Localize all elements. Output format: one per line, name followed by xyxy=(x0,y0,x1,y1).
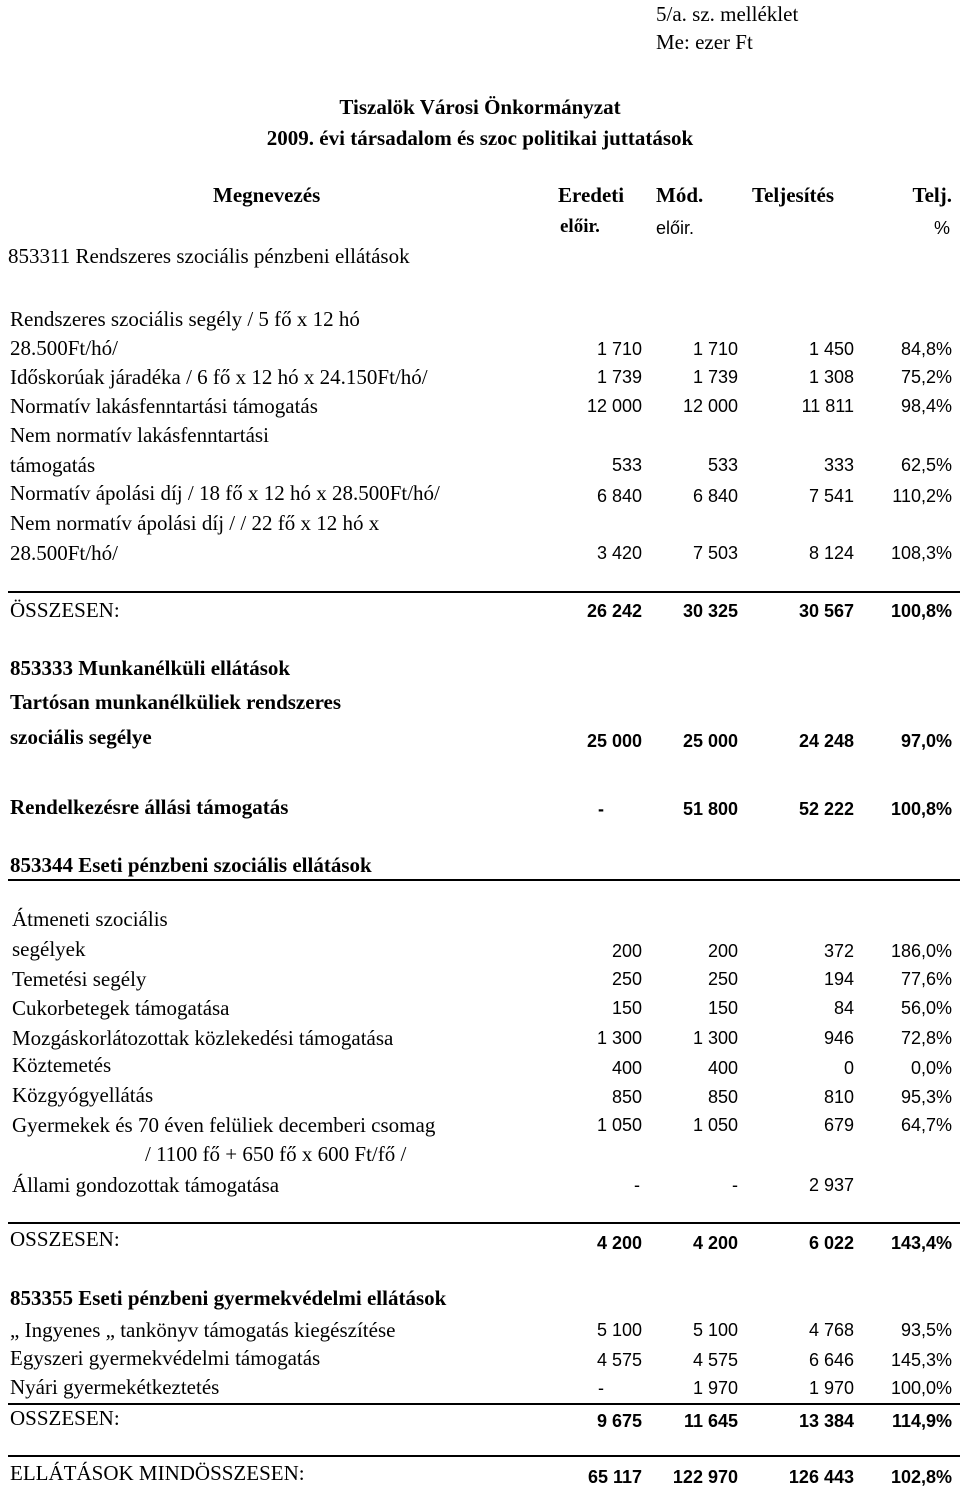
col-header-pct-2: % xyxy=(933,218,950,238)
divider xyxy=(8,1403,960,1405)
value-pct: 0,0% xyxy=(910,1058,952,1078)
total-fulfilled: 6 022 xyxy=(808,1233,854,1253)
value-original: 150 xyxy=(611,998,642,1018)
row-label: „ Ingyenes „ tankönyv támogatás kiegészítése xyxy=(10,1318,396,1342)
value-original: 1 050 xyxy=(596,1115,642,1135)
value-fulfilled: 1 970 xyxy=(808,1378,854,1398)
value-fulfilled: 11 811 xyxy=(801,396,854,416)
value-fulfilled: 7 541 xyxy=(808,486,854,506)
value-modified: 200 xyxy=(707,941,738,961)
divider xyxy=(8,591,960,593)
value-modified: 400 xyxy=(707,1058,738,1078)
value-original: 1 300 xyxy=(596,1028,642,1048)
value-modified: 850 xyxy=(707,1087,738,1107)
value-original: 200 xyxy=(611,941,642,961)
col-header-original-2: előir. xyxy=(560,216,600,237)
value-pct: 100,8% xyxy=(890,799,952,819)
col-header-modified-2: előir. xyxy=(656,218,695,238)
col-header-modified: Mód. xyxy=(656,183,704,207)
row-label: Egyszeri gyermekvédelmi támogatás xyxy=(10,1346,321,1370)
col-header-name: Megnevezés xyxy=(213,183,321,207)
total-fulfilled: 30 567 xyxy=(798,601,854,621)
row-label: Állami gondozottak támogatása xyxy=(12,1173,280,1197)
value-original: 400 xyxy=(611,1058,642,1078)
section-heading-853333: 853333 Munkanélküli ellátások xyxy=(10,656,291,680)
value-pct: 64,7% xyxy=(900,1115,952,1135)
value-modified: 1 970 xyxy=(692,1378,738,1398)
grand-total-original: 65 117 xyxy=(587,1467,642,1487)
grand-total-fulfilled: 126 443 xyxy=(788,1467,854,1487)
total-modified: 11 645 xyxy=(683,1411,738,1431)
total-fulfilled: 13 384 xyxy=(798,1411,854,1431)
value-pct: 100,0% xyxy=(890,1378,952,1398)
value-original: - xyxy=(598,799,604,819)
value-modified: 6 840 xyxy=(692,486,738,506)
value-pct: 98,4% xyxy=(900,396,952,416)
value-original: 1 739 xyxy=(596,367,642,387)
value-fulfilled: 4 768 xyxy=(808,1320,854,1340)
value-modified: 4 575 xyxy=(692,1350,738,1370)
value-fulfilled: 24 248 xyxy=(798,731,854,751)
total-modified: 4 200 xyxy=(692,1233,738,1253)
section-heading-853355: 853355 Eseti pénzbeni gyermekvédelmi ellátások xyxy=(10,1286,447,1310)
value-pct: 75,2% xyxy=(900,367,952,387)
row-label: Cukorbetegek támogatása xyxy=(12,996,230,1020)
value-fulfilled: 946 xyxy=(823,1028,854,1048)
value-pct: 56,0% xyxy=(900,998,952,1018)
value-modified: 1 050 xyxy=(692,1115,738,1135)
row-label: Időskorúak járadéka / 6 fő x 12 hó x 24.150Ft/hó/ xyxy=(10,365,428,389)
row-label: Normatív ápolási díj / 18 fő x 12 hó x 28.500Ft/hó/ xyxy=(10,481,440,505)
value-original: 1 710 xyxy=(596,339,642,359)
row-label: Átmeneti szociális xyxy=(12,907,168,931)
value-fulfilled: 1 450 xyxy=(808,339,854,359)
grand-total-label: ELLÁTÁSOK MINDÖSSZESEN: xyxy=(10,1461,305,1485)
value-modified: 5 100 xyxy=(692,1320,738,1340)
value-original: - xyxy=(634,1175,640,1195)
value-fulfilled: 372 xyxy=(823,941,854,961)
value-fulfilled: 6 646 xyxy=(808,1350,854,1370)
value-pct: 97,0% xyxy=(900,731,952,751)
value-original: 25 000 xyxy=(586,731,642,751)
value-modified: 533 xyxy=(707,455,738,475)
total-pct: 143,4% xyxy=(890,1233,952,1253)
value-pct: 95,3% xyxy=(900,1087,952,1107)
row-label-cont: 28.500Ft/hó/ xyxy=(10,541,118,565)
col-header-fulfilled: Teljesítés xyxy=(752,183,835,207)
total-label: OSSZESEN: xyxy=(10,1406,120,1430)
row-label: Nem normatív ápolási díj / / 22 fő x 12 hó x xyxy=(10,511,380,535)
value-modified: 150 xyxy=(707,998,738,1018)
row-label: Normatív lakásfenntartási támogatás xyxy=(10,394,318,418)
value-pct: 108,3% xyxy=(890,543,952,563)
row-label: Nyári gyermekétkeztetés xyxy=(10,1375,220,1399)
total-modified: 30 325 xyxy=(682,601,738,621)
value-original: 5 100 xyxy=(596,1320,642,1340)
total-original: 9 675 xyxy=(596,1411,642,1431)
value-pct: 145,3% xyxy=(890,1350,952,1370)
value-modified: 1 710 xyxy=(692,339,738,359)
total-pct: 100,8% xyxy=(890,601,952,621)
row-label: Gyermekek és 70 éven felüliek decemberi csomag xyxy=(12,1113,436,1137)
divider xyxy=(8,1222,960,1224)
row-label: Köztemetés xyxy=(12,1053,112,1077)
value-modified: 1 739 xyxy=(692,367,738,387)
value-original: 250 xyxy=(611,969,642,989)
value-fulfilled: 679 xyxy=(823,1115,854,1135)
value-pct: 62,5% xyxy=(900,455,952,475)
page-subtitle: 2009. évi társadalom és szoc politikai juttatások xyxy=(266,126,694,150)
row-label-cont: segélyek xyxy=(12,937,86,961)
annex-label: 5/a. sz. melléklet xyxy=(656,2,799,26)
total-pct: 114,9% xyxy=(891,1411,952,1431)
col-header-pct: Telj. xyxy=(912,183,952,207)
value-original: 533 xyxy=(611,455,642,475)
section-heading-853311: 853311 Rendszeres szociális pénzbeni ellátások xyxy=(8,244,410,268)
value-fulfilled: 0 xyxy=(843,1058,854,1078)
value-modified: 25 000 xyxy=(682,731,738,751)
value-original: 4 575 xyxy=(596,1350,642,1370)
row-label-cont: szociális segélye xyxy=(10,725,152,749)
row-label: Tartósan munkanélküliek rendszeres xyxy=(10,690,342,714)
row-label-cont: / 1100 fő + 650 fő x 600 Ft/fő / xyxy=(145,1142,407,1166)
value-modified: 1 300 xyxy=(692,1028,738,1048)
section-heading-853344: 853344 Eseti pénzbeni szociális ellátások xyxy=(10,853,372,877)
row-label: Temetési segély xyxy=(12,967,147,991)
value-modified: 250 xyxy=(707,969,738,989)
value-pct: 110,2% xyxy=(892,486,952,506)
row-label: Közgyógyellátás xyxy=(12,1083,154,1107)
value-original: 3 420 xyxy=(596,543,642,563)
value-modified: 51 800 xyxy=(682,799,738,819)
divider xyxy=(8,1455,960,1457)
row-label: Mozgáskorlátozottak közlekedési támogatása xyxy=(12,1026,394,1050)
row-label: Nem normatív lakásfenntartási xyxy=(10,423,269,447)
value-pct: 93,5% xyxy=(900,1320,952,1340)
row-label: Rendelkezésre állási támogatás xyxy=(10,795,289,819)
col-header-original: Eredeti xyxy=(558,183,625,207)
row-label-cont: 28.500Ft/hó/ xyxy=(10,336,118,360)
row-label: Rendszeres szociális segély / 5 fő x 12 hó xyxy=(10,307,360,331)
value-fulfilled: 333 xyxy=(823,455,854,475)
row-label-cont: támogatás xyxy=(10,453,96,477)
total-label: ÖSSZESEN: xyxy=(10,598,120,622)
value-original: - xyxy=(598,1378,604,1398)
total-label: OSSZESEN: xyxy=(10,1227,120,1251)
value-fulfilled: 194 xyxy=(823,969,854,989)
total-original: 4 200 xyxy=(596,1233,642,1253)
value-fulfilled: 810 xyxy=(823,1087,854,1107)
value-fulfilled: 8 124 xyxy=(808,543,854,563)
value-fulfilled: 84 xyxy=(833,998,854,1018)
value-modified: 12 000 xyxy=(682,396,738,416)
value-pct: 84,8% xyxy=(900,339,952,359)
unit-label: Me: ezer Ft xyxy=(656,30,753,54)
value-fulfilled: 2 937 xyxy=(808,1175,854,1195)
total-original: 26 242 xyxy=(586,601,642,621)
grand-total-modified: 122 970 xyxy=(672,1467,738,1487)
value-pct: 186,0% xyxy=(890,941,952,961)
value-pct: 72,8% xyxy=(900,1028,952,1048)
value-fulfilled: 1 308 xyxy=(808,367,854,387)
value-original: 6 840 xyxy=(596,486,642,506)
value-modified: - xyxy=(732,1175,738,1195)
value-fulfilled: 52 222 xyxy=(798,799,854,819)
page-title: Tiszalök Városi Önkormányzat xyxy=(339,95,621,119)
value-modified: 7 503 xyxy=(692,543,738,563)
grand-total-pct: 102,8% xyxy=(890,1467,952,1487)
value-pct: 77,6% xyxy=(900,969,952,989)
divider xyxy=(8,879,960,881)
value-original: 12 000 xyxy=(586,396,642,416)
value-original: 850 xyxy=(611,1087,642,1107)
